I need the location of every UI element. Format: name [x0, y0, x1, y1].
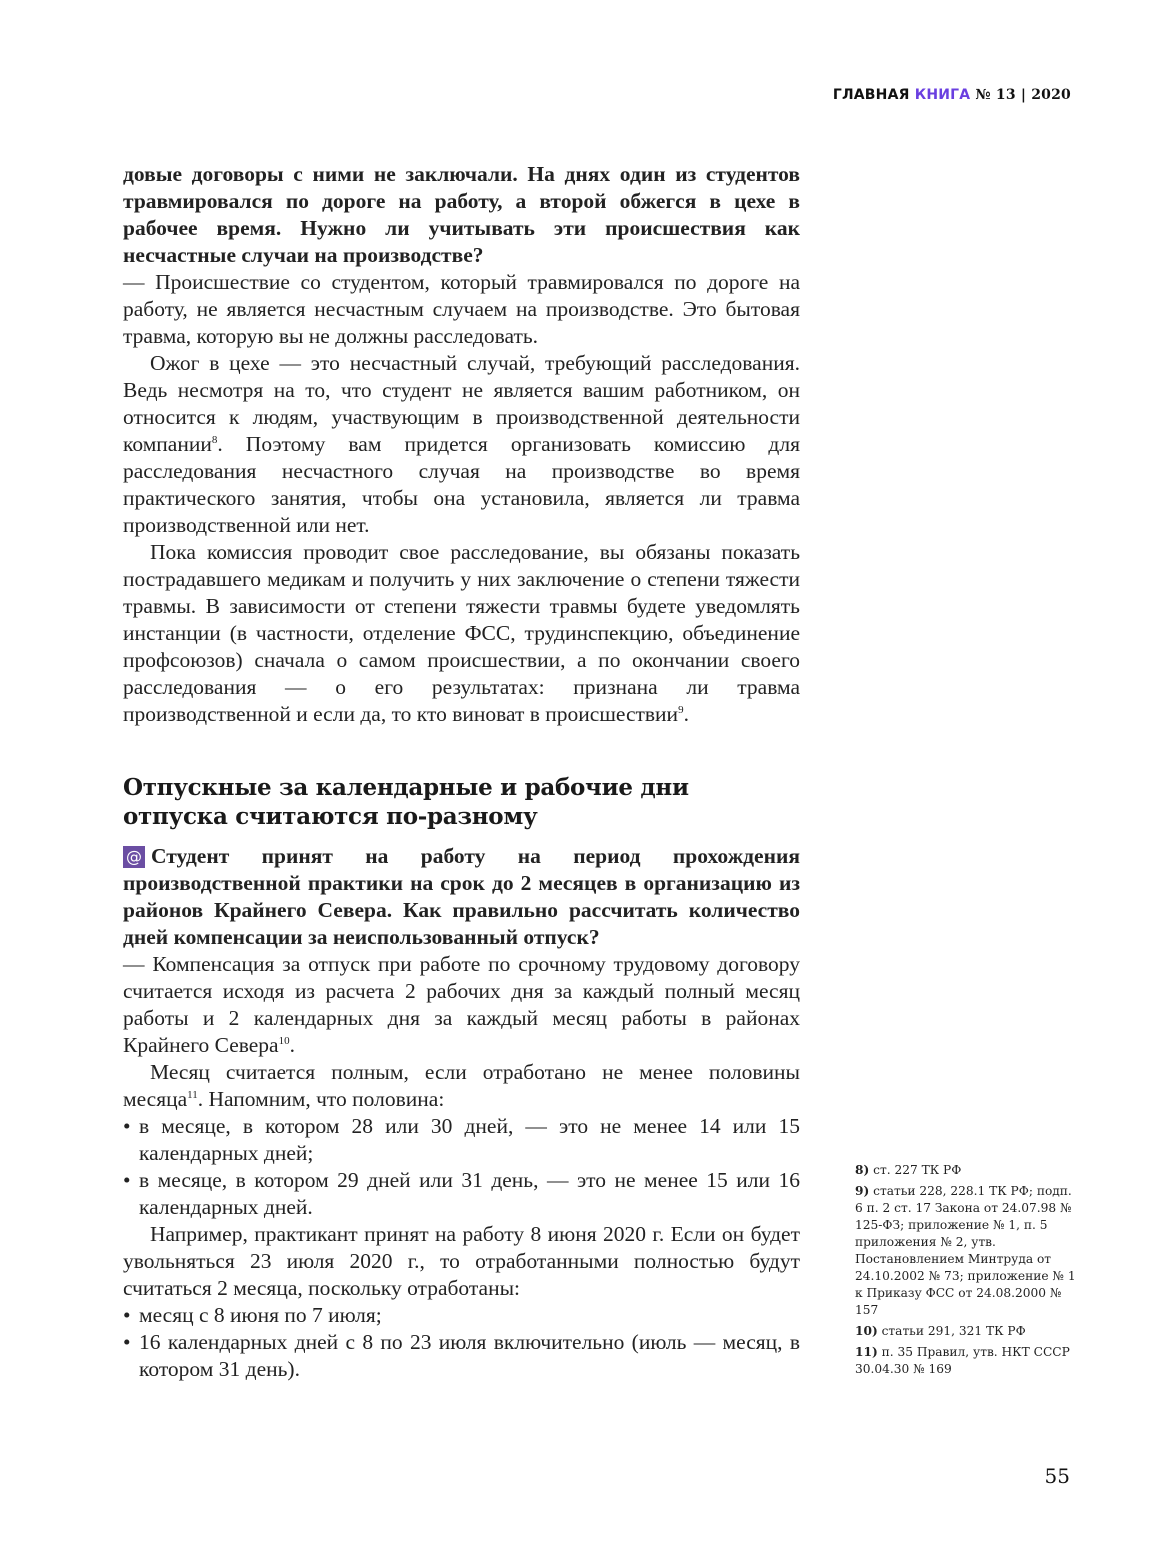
list-item: • в месяце, в котором 28 или 30 дней, — это не менее 14 или 15 календарных дней; — [123, 1113, 800, 1167]
sidenote: 9) статьи 228, 228.1 ТК РФ; подп. 6 п. 2 ст. 17 Закона от 24.07.98 № 125-ФЗ; приложение № 1, п. 5 приложения № 2, утв. Постановлением Минтруда от 24.10.2002 № 73; приложение № 1 к Приказу ФСС от 24.08.2000 № 157 — [855, 1184, 1076, 1317]
footnote-ref[interactable]: 8 — [211, 433, 218, 446]
body-paragraph: Ожог в цехе — это несчастный случай, требующий расследования. Ведь несмотря на то, что студент не является вашим работником, он относится к людям, участвующим в производственной деятельности компании$^8$. Поэтому вам придется организовать комиссию для расследования несчастного случая на производстве во время практического занятия, чтобы она установила, является ли травма производственной или нет. — [123, 351, 800, 537]
brand-name-part2: КНИГА — [914, 87, 971, 103]
main-column — [123, 161, 800, 1383]
footnote-ref[interactable]: 9 — [678, 703, 684, 716]
question-paragraph: @ Студент принят на работу на период прохождения производственной практики на срок до 2 месяцев в организацию из районов Крайнего Севера. Как правильно рассчитать количество дней компенсации за неиспользованный отпуск? — [123, 844, 800, 949]
page-number: 55 — [1044, 1464, 1070, 1488]
sidenote: 11) п. 35 Правил, утв. НКТ СССР 30.04.30 № 169 — [855, 1345, 1070, 1376]
footnote-ref[interactable]: 11 — [187, 1088, 198, 1101]
answer-paragraph: — Происшествие со студентом, который травмировался по дороге на работу, не является несчастным случаем на производстве. Это бытовая травма, которую вы не должны расследовать. — [123, 270, 800, 348]
section-heading: Отпускные за календарные и рабочие дни отпуска считаются по-разному — [123, 774, 689, 830]
list-item: • в месяце, в котором 29 дней или 31 день, — это не менее 15 или 16 календарных дней. — [123, 1167, 800, 1221]
question-continued: довые договоры с ними не заключали. На днях один из студентов травмировался по дороге на работу, а второй обжегся в цехе в рабочее время. Нужно ли учитывать эти происшествия как несчастные случаи на производстве? — [123, 162, 800, 267]
running-header — [833, 87, 1071, 103]
body-paragraph: Пока комиссия проводит свое расследование, вы обязаны показать пострадавшего медикам и получить у них заключение о степени тяжести травмы. В зависимости от степени тяжести травмы будете уведомлять инстанции (в частности, отделение ФСС, трудинспекцию, объединение профсоюзов) сначала о самом происшествии, а по окончании своего расследования — о его результатах: признана ли травма производственной и если да, то кто виноват в происшествии$^9$. — [123, 540, 800, 726]
bullet-list — [123, 1113, 800, 1221]
brand-name-part1: ГЛАВНАЯ — [832, 87, 915, 103]
sidenote: 10) статьи 291, 321 ТК РФ — [855, 1324, 1026, 1338]
issue-number: № 13 | 2020 — [970, 87, 1071, 103]
list-item: • 16 календарных дней с 8 по 23 июля включительно (июль — месяц, в котором 31 день). — [123, 1329, 800, 1383]
sidenote: 8) ст. 227 ТК РФ — [855, 1163, 962, 1177]
bullet-list — [123, 1302, 800, 1383]
list-item: • месяц с 8 июня по 7 июля; — [123, 1302, 800, 1329]
email-question-icon: @ — [123, 846, 145, 868]
sidenotes — [855, 1162, 1080, 1382]
body-paragraph: Месяц считается полным, если отработано не менее половины месяца$^{11}$. Напомним, что половина: — [123, 1060, 800, 1111]
answer-paragraph: — Компенсация за отпуск при работе по срочному трудовому договору считается исходя из расчета 2 рабочих дня за каждый полный месяц работы и 2 календарных дня за каждый месяц работы в районах Крайнего Севера$^{10}$. — [123, 952, 800, 1057]
footnote-ref[interactable]: 10 — [278, 1034, 290, 1047]
body-paragraph: Например, практикант принят на работу 8 июня 2020 г. Если он будет увольняться 23 июля 2020 г., то отработанными полностью будут считаться 2 месяца, поскольку отработаны: — [123, 1222, 800, 1300]
